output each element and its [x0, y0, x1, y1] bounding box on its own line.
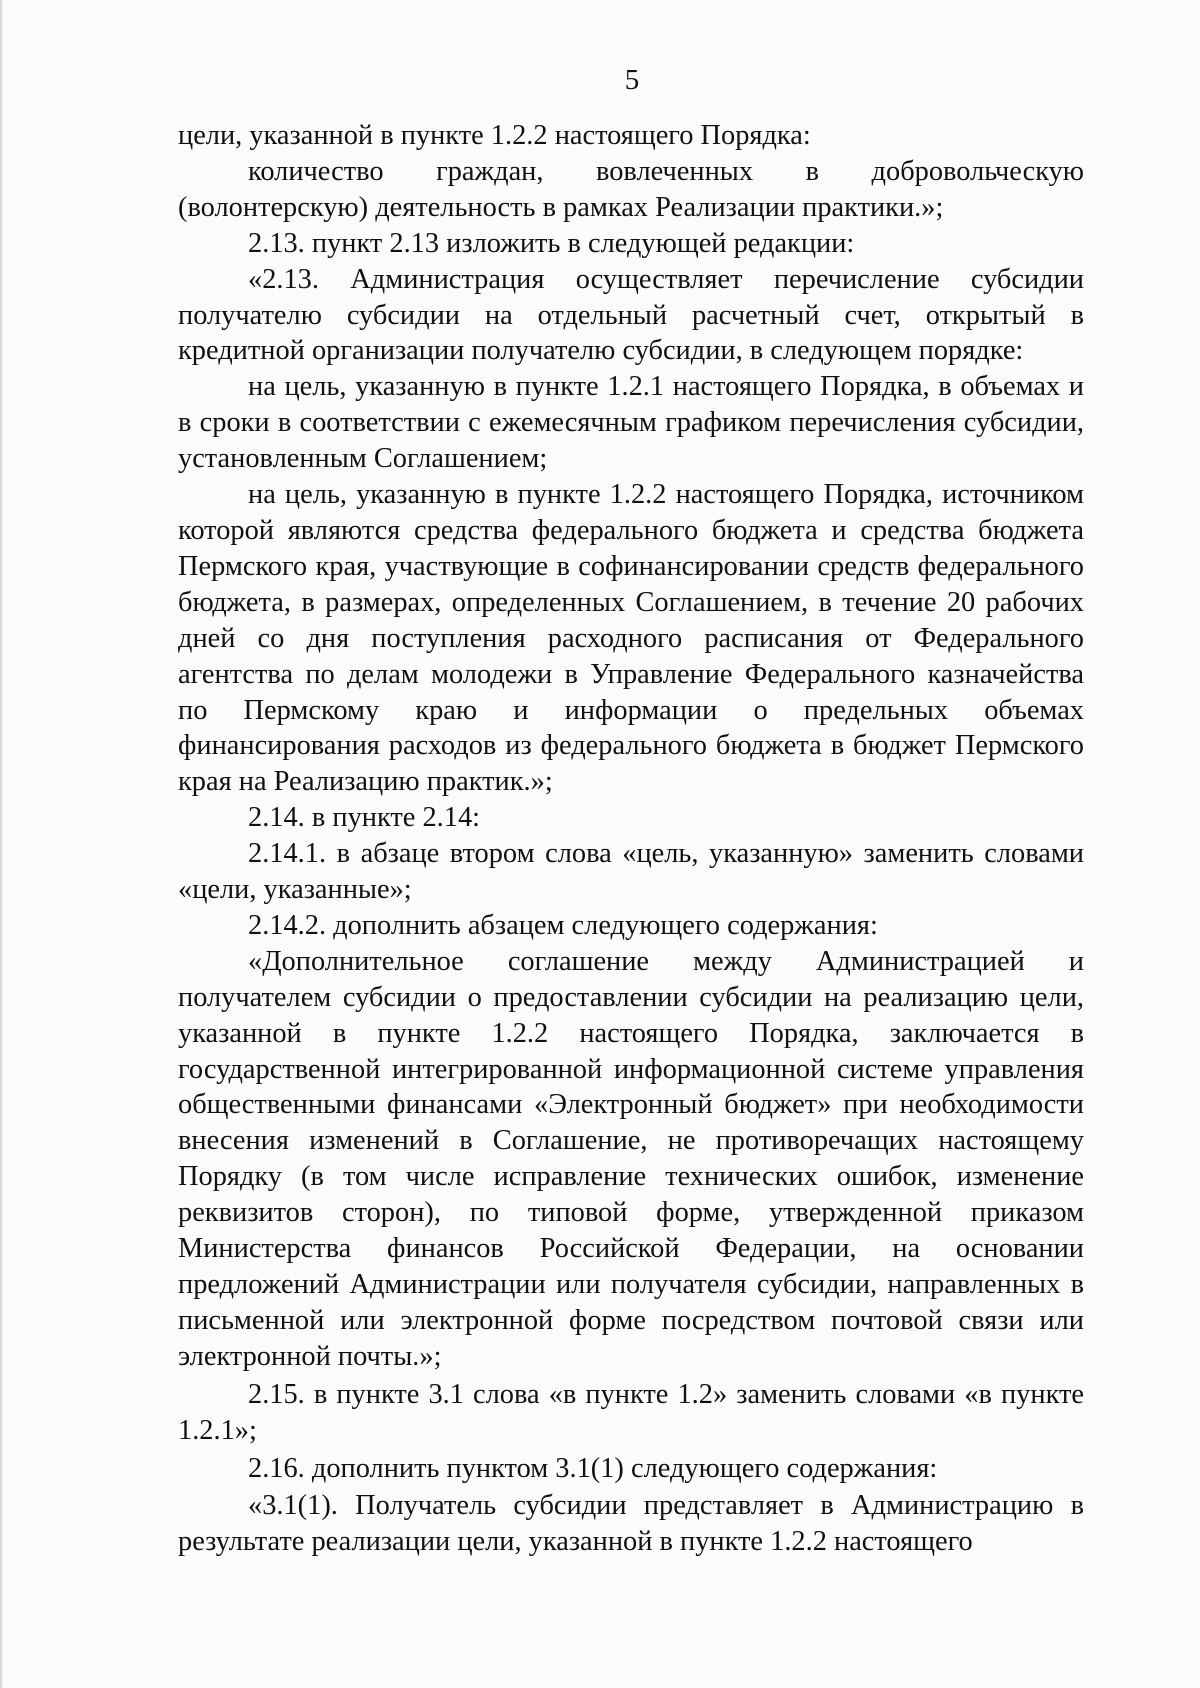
paragraph-item-3-1-1: «3.1(1). Получатель субсидии представляет в Администрацию в результате реализации цели, указанной в пункте 1.2.2 настоящего: [178, 1490, 1084, 1558]
page-number: 5: [624, 64, 640, 96]
paragraph-continuation: цели, указанной в пункте 1.2.2 настоящего Порядка:: [178, 120, 811, 151]
paragraph-goal-1-2-1: на цель, указанную в пункте 1.2.1 настоящего Порядка, в объемах и в сроки в соответствии с ежемесячным графиком перечисления субсидии, установленным Соглашением;: [178, 371, 1084, 475]
paragraph-item-2-13: 2.13. пункт 2.13 изложить в следующей редакции:: [248, 227, 855, 259]
paragraph-item-2-14: 2.14. в пункте 2.14:: [248, 802, 481, 834]
paragraph-item-2-13-text: «2.13. Администрация осуществляет перечисление субсидии получателю субсидии на отдельный расчетный счет, открытый в кредитной организации получателю субсидии, в следующем порядке:: [178, 263, 1084, 367]
paragraph-item-2-16: 2.16. дополнить пунктом 3.1(1) следующего содержания:: [248, 1452, 938, 1484]
paragraph-additional-agreement: «Дополнительное соглашение между Администрацией и получателем субсидии о предоставлении субсидии на реализацию цели, указанной в пункте 1.2.2 настоящего Порядка, заключается в государственной интегрированной информационной системе управления общественными финансами «Электронный бюджет» при необходимости внесения изменений в Соглашение, не противоречащих настоящему Порядку (в том числе исправление технических ошибок, изменение реквизитов сторон), по типовой форме, утвержденной приказом Министерства финансов Российской Федерации, на основании предложений Администрации или получателя субсидии, направленных в письменной или электронной форме посредством почтовой связи или электронной почты.»;: [178, 945, 1084, 1372]
paragraph-indicator: количество граждан, вовлеченных в добровольческую (волонтерскую) деятельность в рамках Реализации практики.»;: [178, 155, 1084, 223]
paragraph-item-2-15: 2.15. в пункте 3.1 слова «в пункте 1.2» заменить словами «в пункте 1.2.1»;: [178, 1378, 1084, 1446]
paragraph-item-2-14-1: 2.14.1. в абзаце втором слова «цель, указанную» заменить словами «цели, указанные»;: [178, 838, 1084, 906]
paragraph-item-2-14-2: 2.14.2. дополнить абзацем следующего содержания:: [248, 909, 878, 941]
paragraph-goal-1-2-2: на цель, указанную в пункте 1.2.2 настоящего Порядка, источником которой являются средства федерального бюджета и средства бюджета Пермского края, участвующие в софинансировании средств федерального бюджета, в размерах, определенных Соглашением, в течение 20 рабочих дней со дня поступления расходного расписания от Федерального агентства по делам молодежи в Управление Федерального казначейства по Пермскому краю и информации о предельных объемах финансирования расходов из федерального бюджета в бюджет Пермского края на Реализацию практик.»;: [178, 479, 1084, 798]
document-body: [178, 118, 1084, 1560]
